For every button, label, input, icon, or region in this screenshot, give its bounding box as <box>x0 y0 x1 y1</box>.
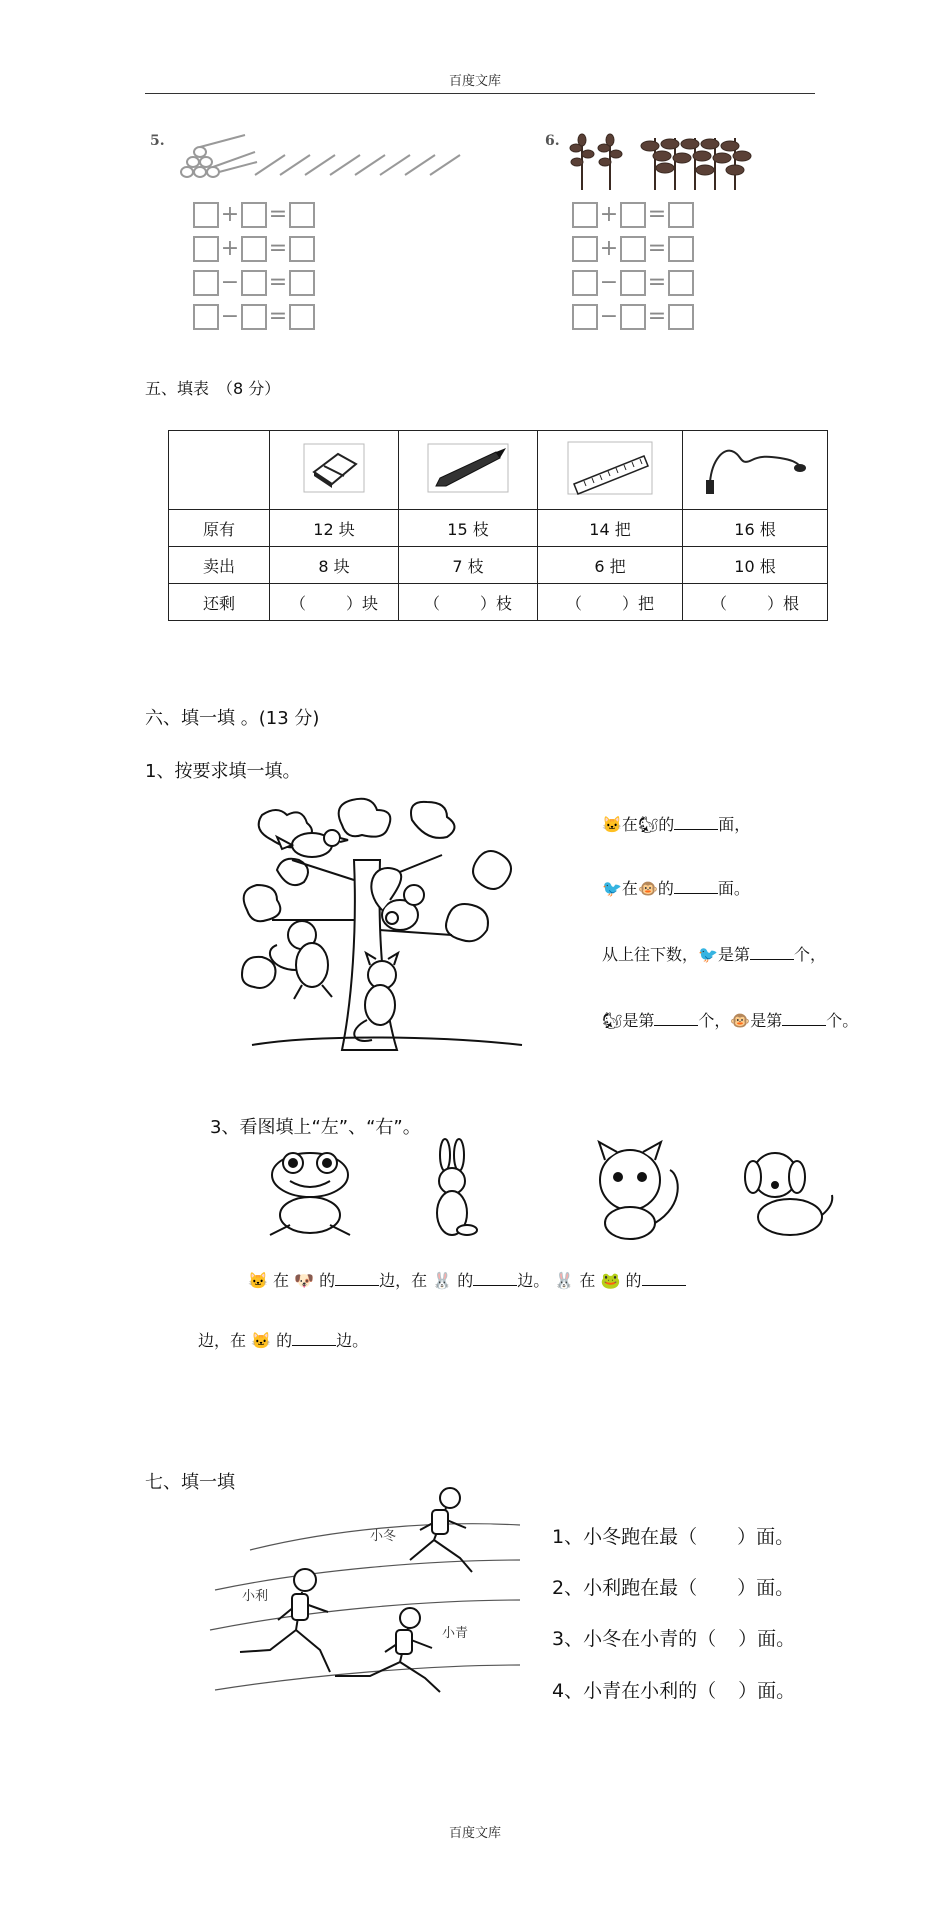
answer-box[interactable] <box>241 270 267 296</box>
question-3-title: 3、看图填上“左”、“右”。 <box>210 1117 421 1138</box>
answer-box[interactable] <box>572 236 598 262</box>
question-1-title: 1、按要求填一填。 <box>145 761 301 782</box>
answer-box[interactable] <box>193 236 219 262</box>
monkey-icon: 🐵 <box>730 1011 751 1030</box>
q1-line-2: 🐦在🐵的 面。 <box>602 879 750 898</box>
runner-label-xiaoqing: 小青 <box>442 1626 469 1641</box>
empty-header-cell <box>169 431 270 510</box>
answer-box[interactable] <box>193 270 219 296</box>
exercise-5-equations: + = + = − = − = <box>193 200 315 336</box>
section-6-title: 六、填一填 。(13 分) <box>145 708 320 729</box>
answer-box[interactable] <box>620 304 646 330</box>
answer-box[interactable] <box>241 236 267 262</box>
runner-label-xiaoli: 小利 <box>242 1589 269 1604</box>
answer-box[interactable] <box>668 304 694 330</box>
exercise-6-number: 6. <box>545 133 560 149</box>
answer-blank[interactable] <box>292 1329 336 1346</box>
section-7-question-4: 4、小青在小利的（ ）面。 <box>552 1680 796 1702</box>
answer-box[interactable] <box>572 304 598 330</box>
squirrel-icon: 🐿 <box>637 815 659 834</box>
answer-blank[interactable] <box>750 943 794 960</box>
answer-cell[interactable]: （ ）枝 <box>399 584 538 621</box>
dog-icon <box>745 1153 832 1235</box>
cat-icon: 🐱 <box>251 1331 272 1350</box>
runner-xiaodong-icon <box>410 1488 472 1572</box>
section-7-question-2: 2、小利跑在最（ ）面。 <box>552 1577 795 1599</box>
answer-blank[interactable] <box>674 813 718 830</box>
cat-icon: 🐱 <box>602 815 622 834</box>
runner-xiaoqing-icon <box>335 1608 440 1692</box>
rabbit-icon: 🐰 <box>554 1271 575 1290</box>
sticks-picture <box>175 130 465 185</box>
plant-icon <box>570 134 594 190</box>
answer-cell[interactable]: （ ）根 <box>683 584 828 621</box>
bird-icon: 🐦 <box>602 879 622 898</box>
answer-box[interactable] <box>572 202 598 228</box>
runner-label-xiaodong: 小冬 <box>370 1529 397 1544</box>
q1-line-3: 从上往下数，🐦是第 个， <box>602 945 826 964</box>
exercise-5-number: 5. <box>150 133 165 149</box>
squirrel-icon: 🐿 <box>602 1011 623 1030</box>
answer-cell[interactable]: （ ）把 <box>538 584 683 621</box>
answer-box[interactable] <box>193 202 219 228</box>
tree-with-animals-picture <box>232 800 532 1055</box>
frog-icon: 🐸 <box>600 1271 621 1290</box>
page-header: 百度文库 <box>448 74 501 89</box>
runner-xiaoli-icon <box>240 1569 330 1672</box>
pencil-icon <box>426 442 510 494</box>
answer-box[interactable] <box>668 202 694 228</box>
answer-box[interactable] <box>193 304 219 330</box>
cat-icon <box>599 1142 678 1239</box>
answer-box[interactable] <box>289 236 315 262</box>
answer-blank[interactable] <box>654 1009 698 1026</box>
section-7-question-3: 3、小冬在小青的（ ）面。 <box>552 1628 796 1650</box>
answer-cell[interactable]: （ ）块 <box>270 584 399 621</box>
runners-picture <box>210 1480 530 1710</box>
q3-line-1: 🐱 在 🐶 的 边，在 🐰 的 边。 🐰 在 🐸 的 <box>248 1268 686 1291</box>
section-7-question-1: 1、小冬跑在最（ ）面。 <box>552 1526 795 1548</box>
answer-box[interactable] <box>289 202 315 228</box>
answer-box[interactable] <box>620 236 646 262</box>
plant-group-icon <box>641 138 751 190</box>
answer-box[interactable] <box>572 270 598 296</box>
cat-icon: 🐱 <box>248 1271 268 1290</box>
answer-blank[interactable] <box>473 1269 517 1286</box>
answer-box[interactable] <box>289 304 315 330</box>
answer-box[interactable] <box>241 202 267 228</box>
header-rule <box>145 93 815 94</box>
bird-icon: 🐦 <box>698 945 718 964</box>
exercise-6-equations: + = + = − = − = <box>572 200 694 336</box>
monkey-icon <box>270 921 332 999</box>
q3-line-2: 边，在 🐱 的 边。 <box>198 1331 369 1350</box>
rabbit-icon: 🐰 <box>432 1271 453 1290</box>
rabbit-icon <box>437 1139 477 1235</box>
q1-line-1: 🐱在🐿的 面， <box>602 815 751 834</box>
section-5-title: 五、填表 （8 分） <box>145 379 281 398</box>
answer-box[interactable] <box>620 202 646 228</box>
eraser-icon <box>302 442 366 494</box>
answer-box[interactable] <box>620 270 646 296</box>
loose-sticks-icon <box>255 155 460 175</box>
dog-icon: 🐶 <box>294 1271 315 1290</box>
q1-line-4: 🐿是第 个，🐵是第 个。 <box>602 1011 859 1030</box>
frog-icon <box>270 1153 350 1235</box>
answer-blank[interactable] <box>782 1009 826 1026</box>
stick-bundle-icon <box>181 135 257 177</box>
answer-box[interactable] <box>668 270 694 296</box>
jump-rope-icon <box>700 440 810 496</box>
answer-blank[interactable] <box>642 1269 686 1286</box>
answer-blank[interactable] <box>674 877 718 894</box>
answer-blank[interactable] <box>335 1269 379 1286</box>
page-footer: 百度文库 <box>448 1826 501 1841</box>
answer-box[interactable] <box>289 270 315 296</box>
stock-table: 原有 12 块 15 枝 14 把 16 根 卖出 8 块 7 枝 6 把 10 根 还剩 （ ）块 （ ）枝 （ ）把 （ ）根 <box>168 430 828 621</box>
ruler-icon <box>566 440 654 496</box>
plant-icon <box>598 134 622 190</box>
monkey-icon: 🐵 <box>637 879 658 898</box>
four-animals-picture <box>255 1145 855 1245</box>
answer-box[interactable] <box>241 304 267 330</box>
answer-box[interactable] <box>668 236 694 262</box>
section-7-title: 七、填一填 <box>145 1472 235 1493</box>
plants-picture <box>570 130 770 192</box>
